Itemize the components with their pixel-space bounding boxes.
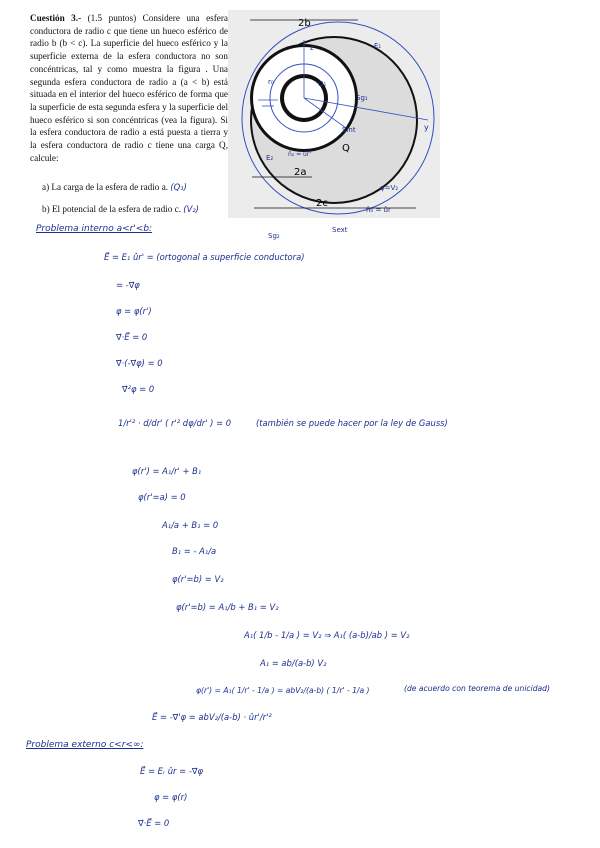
eq-l12: φ(r'=b) = V₂ [172,574,224,584]
label-sint: Sint [342,126,356,134]
label-2a: 2a [294,167,307,178]
label-Q: Q [342,143,350,154]
problem-text: Considere una esfera conductora de radio c que tiene un hueco esférico de radio b (b < c). La superficie del hueco esférico y la superficie externa de la esfera conductora no son concéntricas, tal y como muestra la figura . Una segunda esfera conductora de radio a (a < b) está situada en el interior del hueco esférico de forma que la superficie de esta segunda esfera y la superficie del hueco esférico si son concéntricas (vea la figura). Si la esfera conductora de radio a está puesta a tierra y la esfera conductora de radio c tiene una carga Q, calcule: [30,13,229,163]
eq-l13: φ(r'=b) = A₁/b + B₁ = V₂ [176,602,279,612]
eq-l18: E⃗ = Eᵣ ûr = -∇⃗φ [140,766,203,776]
note-v2: (V₂) [183,204,199,214]
eq-l19: φ = φ(r) [154,792,188,802]
eq-l6: ∇⃗²φ = 0 [122,384,155,394]
label-n-ur: n̂₀ = ûr [366,206,391,214]
eq-l11: B₁ = - A₁/a [172,546,217,556]
label-2b: 2b [298,18,311,29]
eq-l7: 1/r'² · d/dr' ( r'² dφ/dr' ) = 0 [118,418,232,428]
section-external: Problema externo c<r<∞: [26,740,144,750]
eq-l20: ∇⃗·E⃗ = 0 [138,818,170,828]
label-phi-v2: φ=V₂ [380,184,399,192]
label-E2: E₂ [266,154,274,162]
label-r0: r₀ [268,78,274,86]
eq-l2: = -∇⃗φ [116,280,140,290]
label-n-ur-inner: n̂₂ = ûr' [288,151,311,158]
label-sext: Sext [332,226,348,234]
problem-points: (1.5 puntos) [87,13,137,23]
problem-title: Cuestión 3.- [30,13,82,23]
eq-l3: φ = φ(r') [116,306,152,316]
eq-l16-note: (de acuerdo con teorema de unicidad) [404,684,550,693]
eq-l15: A₁ = ab/(a-b) V₂ [260,658,327,668]
label-sg1: Sg₁ [356,94,368,102]
eq-l4: ∇⃗·E⃗ = 0 [116,332,148,342]
note-q1: (Q₁) [170,182,187,192]
label-z: z' [310,44,316,52]
label-Q1: Q₁ [318,80,327,88]
eq-l8: φ(r') = A₁/r' + B₁ [132,466,202,476]
label-E1: E₁ [374,42,382,50]
eq-l1: E⃗ = E₁ ûr' = (ortogonal a superficie conductora) [104,252,305,262]
spheres-figure [228,10,440,240]
eq-l5: ∇⃗·(-∇⃗φ) = 0 [116,358,163,368]
section-internal: Problema interno a<r'<b: [36,224,153,234]
problem-statement [30,12,228,164]
label-y: y [424,123,429,132]
eq-l16: φ(r') = A₁( 1/r' - 1/a ) = abV₂/(a-b) ( 1/r' - 1/a ) [196,686,370,695]
eq-l17: E⃗ = -∇⃗'φ = abV₂/(a-b) · ûr'/r'² [152,712,272,722]
label-2c: 2c [316,198,328,209]
question-b: b) El potencial de la esfera de radio c. (V₂) [42,204,199,214]
eq-l9: φ(r'=a) = 0 [138,492,186,502]
label-sg2: Sg₂ [268,232,280,240]
eq-l14: A₁( 1/b - 1/a ) = V₂ ⇒ A₁( (a-b)/ab ) = V₂ [244,630,410,640]
eq-l7-note: (también se puede hacer por la ley de Gauss) [256,418,448,428]
question-a: a) La carga de la esfera de radio a. (Q₁) [42,182,187,192]
eq-l10: A₁/a + B₁ = 0 [162,520,219,530]
